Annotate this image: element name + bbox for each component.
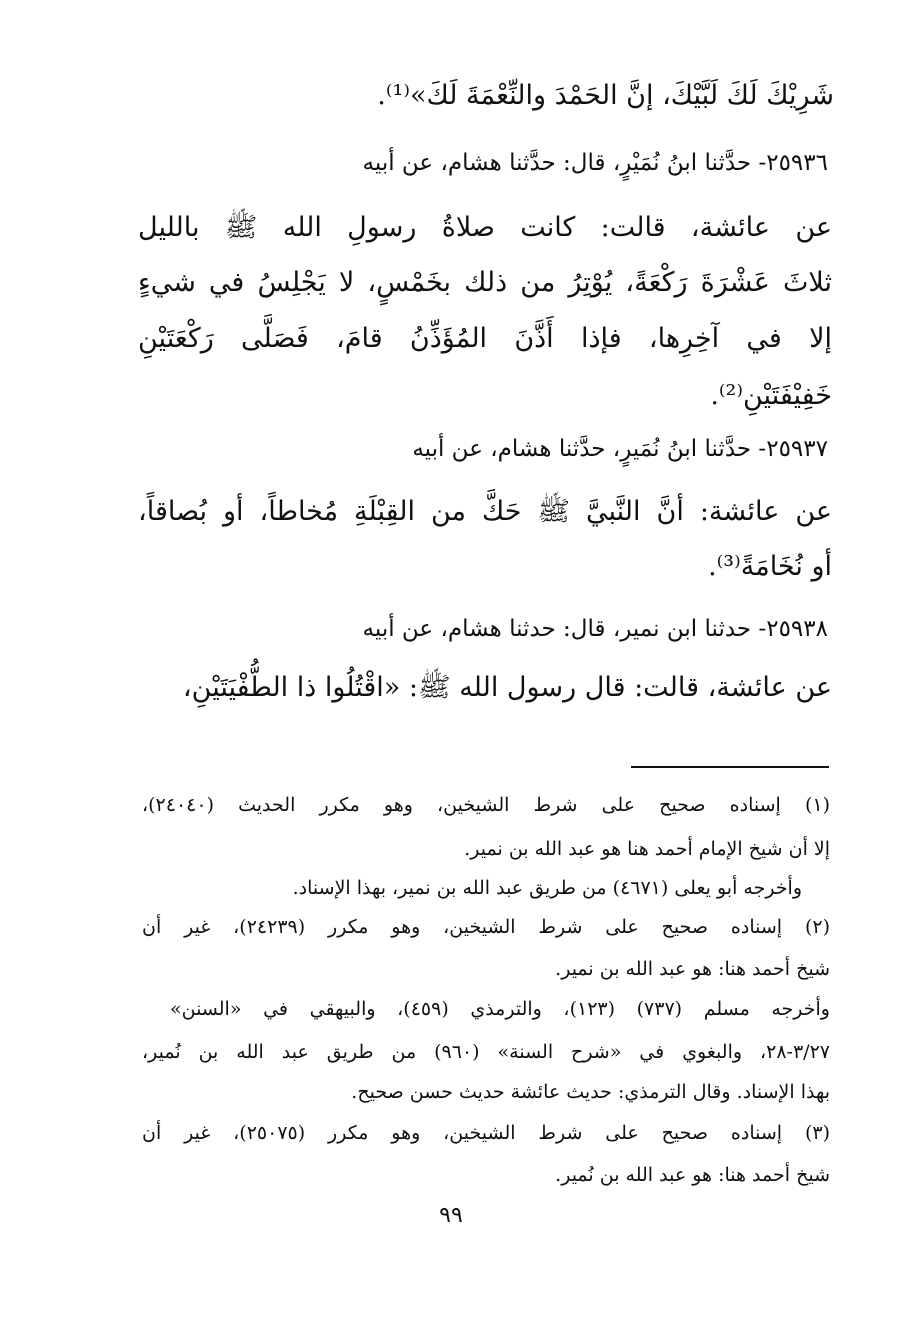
- footnote-line: (٢) إسناده صحيح على شرط الشيخين، وهو مكرر (٢٤٢٣٩)، غير أن: [142, 916, 830, 938]
- footnote-line: شيخ أحمد هنا: هو عبد الله بن نُمير.: [555, 1164, 830, 1186]
- hadith-text-line: أو نُخَامَةً⁽³⁾.: [708, 551, 832, 582]
- footnote-line: شيخ أحمد هنا: هو عبد الله بن نمير.: [555, 958, 830, 980]
- footnote-line: وأخرجه أبو يعلى (٤٦٧١) من طريق عبد الله بن نمير، بهذا الإسناد.: [292, 877, 802, 899]
- footnote-line: ٣/٢٧-٢٨، والبغوي في «شرح السنة» (٩٦٠) من طريق عبد الله بن نُمير،: [142, 1041, 830, 1063]
- hadith-header-25938: ٢٥٩٣٨- حدثنا ابن نمير، قال: حدثنا هشام، عن أبيه: [362, 616, 828, 642]
- hadith-text-line: إلا في آخِرِها، فإذا أَذَّنَ المُؤَذِّنُ قامَ، فَصَلَّى رَكْعَتَيْنِ: [138, 323, 832, 354]
- hadith-header-25936: ٢٥٩٣٦- حدَّثنا ابنُ نُمَيْرٍ، قال: حدَّثنا هشام، عن أبيه: [362, 150, 828, 176]
- hadith-text-line: خَفِيْفَتَيْنِ⁽²⁾.: [710, 380, 832, 411]
- footnote-line: وأخرجه مسلم (٧٣٧) (١٢٣)، والترمذي (٤٥٩)، والبيهقي في «السنن»: [170, 998, 830, 1020]
- footnote-line: (٣) إسناده صحيح على شرط الشيخين، وهو مكرر (٢٥٠٧٥)، غير أن: [142, 1122, 830, 1144]
- text-line-1: شَرِيْكَ لَكَ لَبَّيْكَ، إنَّ الحَمْدَ والنِّعْمَةَ لَكَ»⁽¹⁾.: [377, 80, 834, 111]
- hadith-text-line: عن عائشة، قالت: قال رسول الله ﷺ: «اقْتُلُوا ذا الطُّفْيَتَيْنِ،: [182, 672, 832, 703]
- page-number: ٩٩: [439, 1203, 463, 1228]
- footnote-line: (١) إسناده صحيح على شرط الشيخين، وهو مكرر الحديث (٢٤٠٤٠)،: [142, 794, 830, 816]
- footnote-separator: [631, 766, 829, 768]
- hadith-header-25937: ٢٥٩٣٧- حدَّثنا ابنُ نُمَيرٍ، حدَّثنا هشام، عن أبيه: [412, 436, 828, 462]
- footnote-line: بهذا الإسناد. وقال الترمذي: حديث عائشة حديث حسن صحيح.: [351, 1081, 830, 1103]
- hadith-text-line: ثلاثَ عَشْرَةَ رَكْعَةً، يُوْتِرُ من ذلك بخَمْسٍ، لا يَجْلِسُ في شيءٍ: [138, 267, 832, 298]
- hadith-text-line: عن عائشة، قالت: كانت صلاةُ رسولِ الله ﷺ بالليل: [138, 212, 832, 243]
- footnote-line: إلا أن شيخ الإمام أحمد هنا هو عبد الله بن نمير.: [464, 838, 830, 860]
- hadith-text-line: عن عائشة: أنَّ النَّبيَّ ﷺ حَكَّ من القِبْلَةِ مُخاطاً، أو بُصاقاً،: [138, 496, 832, 527]
